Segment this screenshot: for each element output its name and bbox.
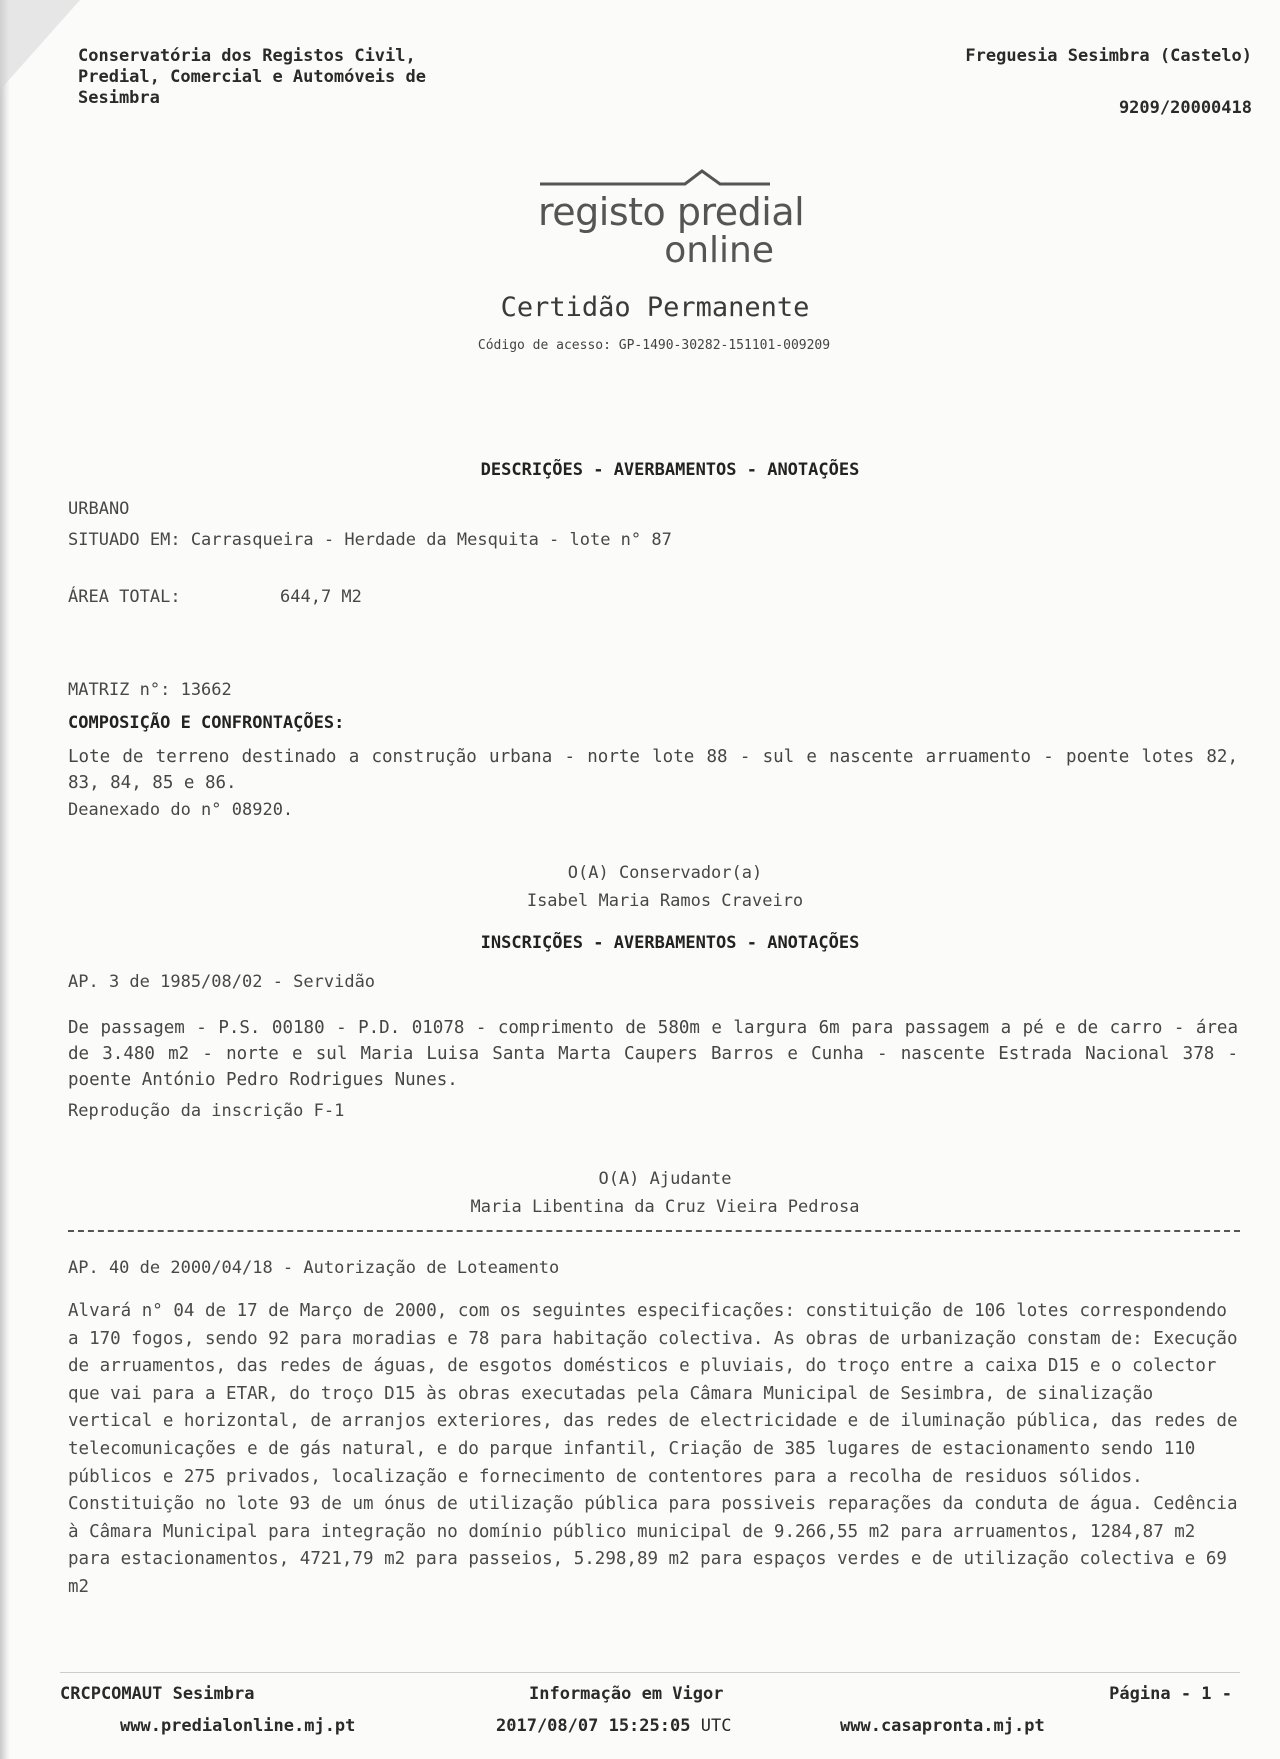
total-area-label: ÁREA TOTAL: <box>68 587 181 607</box>
entry-title: AP. 40 de 2000/04/18 - Autorização de Loteamento <box>68 1258 560 1278</box>
footer-link-casapronta[interactable]: www.casapronta.mj.pt <box>840 1716 1045 1736</box>
footer-datetime-value: 2017/08/07 15:25:05 <box>496 1716 691 1736</box>
footer-status: Informação em Vigor <box>529 1684 724 1704</box>
composition-heading: COMPOSIÇÃO E CONFRONTAÇÕES: <box>68 713 345 733</box>
composition-text: Lote de terreno destinado a construção urbana - norte lote 88 - sul e nascente arruamento - poente lotes 82, 83, 84, 85 e 86. <box>68 747 1238 793</box>
access-code: Código de acesso: GP-1490-30282-151101-009209 <box>477 338 831 353</box>
property-location: SITUADO EM: Carrasqueira - Herdade da Mesquita - lote n° 87 <box>68 530 672 550</box>
conservator-signature <box>0 859 1280 915</box>
parish-name: Freguesia Sesimbra (Castelo) <box>965 46 1252 66</box>
registry-office-line: Sesimbra <box>78 88 160 108</box>
registry-office-line: Conservatória dos Registos Civil, <box>78 46 416 66</box>
folded-corner <box>0 0 80 90</box>
entry-text: De passagem - P.S. 00180 - P.D. 01078 - comprimento de 580m e largura 6m para passagem a pé e de carro - área de 3.480 m2 - norte e sul Maria Luisa Santa Marta Caupers Barros e Cunha - nascente Estrada Nacional 378 - poente António Pedro Rodrigues Nunes. <box>68 1018 1238 1090</box>
descriptions-heading: DESCRIÇÕES - AVERBAMENTOS - ANOTAÇÕES <box>480 460 860 480</box>
registo-predial-logo <box>520 168 805 276</box>
annex-note: Deanexado do n° 08920. <box>68 800 294 820</box>
entry-text: Alvará n° 04 de 17 de Março de 2000, com os seguintes especificações: constituição de 106 lotes correspondendo a 170 fogos, sendo 92 para moradias e 78 para habitação colectiva. As obras de urbanização constam de: Execução de arruamentos, das redes de águas, de esgotos domésticos e pluviais, do troço entre a caixa D15 e o colector que vai para a ETAR, do troço D15 às obras executadas pela Câmara Municipal de Sesimbra, de sinalização vertical e horizontal, de arranjos exteriores, das redes de electricidade e de iluminação pública, das redes de telecomunicações e de gás natural, e do parque infantil, Criação de 385 lugares de estacionamento sendo 110 públicos e 275 privados, localização e fornecimento de contentores para a recolha de residuos sólidos. Constituição no lote 93 de um ónus de utilização pública para possiveis reparações da conduta de água. Cedência à Câmara Municipal para integração no domínio público municipal de 9.266,55 m2 para arruamentos, 1284,87 m2 para estacionamentos, 4721,79 m2 para passeios, 5.298,89 m2 para espaços verdes e de utilização colectiva e 69 m2 <box>68 1301 1238 1597</box>
entry-note: Reprodução da inscrição F-1 <box>68 1101 345 1121</box>
registry-office <box>78 46 548 109</box>
logo-text-primary: registo predial <box>538 190 805 234</box>
signer-role: O(A) Conservador(a) <box>567 863 763 883</box>
footer-office-code: CRCPCOMAUT Sesimbra <box>60 1684 255 1704</box>
total-area-value: 644,7 M2 <box>280 587 362 607</box>
registry-number: 9209/20000418 <box>1118 98 1252 118</box>
logo-text-secondary: online <box>664 230 774 271</box>
entry-title: AP. 3 de 1985/08/02 - Servidão <box>68 972 376 992</box>
certificate-title: Certidão Permanente <box>500 292 810 323</box>
footer-page-number: Página - 1 - <box>1109 1684 1232 1704</box>
dashed-divider <box>68 1230 1240 1232</box>
matrix-number: MATRIZ n°: 13662 <box>68 680 232 700</box>
registry-office-line: Predial, Comercial e Automóveis de <box>78 67 426 87</box>
footer-link-predialonline[interactable]: www.predialonline.mj.pt <box>120 1716 356 1736</box>
property-type: URBANO <box>68 499 130 519</box>
signer-name: Maria Libentina da Cruz Vieira Pedrosa <box>470 1197 860 1217</box>
inscriptions-heading: INSCRIÇÕES - AVERBAMENTOS - ANOTAÇÕES <box>480 933 860 953</box>
footer-divider <box>60 1672 1240 1673</box>
signer-name: Isabel Maria Ramos Craveiro <box>526 891 804 911</box>
roof-icon <box>540 168 770 192</box>
footer-timezone: UTC <box>700 1716 732 1736</box>
assistant-signature <box>0 1165 1280 1221</box>
footer-datetime <box>496 1716 731 1736</box>
signer-role: O(A) Ajudante <box>598 1169 732 1189</box>
